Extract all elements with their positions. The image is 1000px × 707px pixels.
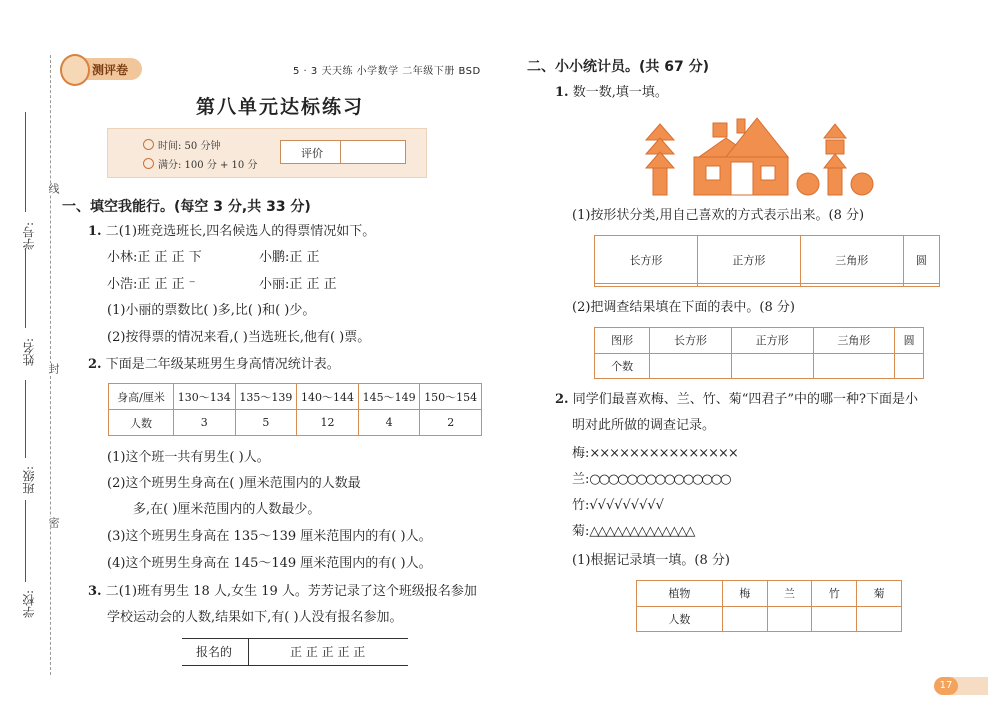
signup-tally: 正 正 正 正 正 [290, 645, 366, 659]
student-id-label: 学号: [22, 222, 36, 251]
record-chrysanthemum [572, 524, 693, 540]
q3-stem-b: 学校运动会的人数,结果如下,有( )人没有报名参加。 [107, 610, 403, 625]
signup-divider [248, 639, 249, 665]
s2q2-sub1: (1)根据记录填一填。(8 分) [572, 553, 730, 568]
answer-cell[interactable] [857, 606, 902, 632]
q3-number: 3. [88, 584, 102, 599]
series-header: 5 · 3 天天练 小学数学 二年级下册 BSD [293, 66, 481, 77]
shape-classify-table [594, 235, 940, 287]
page-number: 17 [934, 677, 958, 695]
square-shape [706, 166, 720, 180]
q2-stem [88, 357, 340, 373]
binding-word-seal: 封 [47, 363, 60, 374]
table-header-cell: 身高/厘米 [109, 384, 174, 410]
table-row[interactable] [595, 284, 940, 287]
vote-name: 小浩: [107, 277, 138, 292]
record-orchid [572, 472, 730, 488]
circle-shape [797, 173, 819, 195]
table-header-cell: 梅 [722, 581, 767, 607]
table-header-cell: 三角形 [813, 328, 895, 354]
vote-xiaoli [259, 277, 337, 293]
record-marks: √√√√√√√√√ [589, 498, 664, 513]
square-shape [826, 140, 844, 154]
exam-score [143, 156, 257, 171]
answer-cell[interactable] [650, 353, 732, 379]
record-marks: ××××××××××××××× [589, 446, 738, 461]
q1-stem [88, 224, 375, 240]
vote-tally: 正 正 正 ⁻ [137, 277, 196, 292]
table-header-cell: 130～134 [174, 384, 236, 410]
binding-word-secret: 密 [47, 517, 60, 528]
student-id-blank[interactable] [25, 112, 26, 212]
table-header-cell: 圆 [903, 236, 939, 284]
check-icon [143, 158, 154, 169]
table-header-cell: 140～144 [297, 384, 359, 410]
class-label: 班级: [22, 466, 36, 495]
table-header-cell: 菊 [857, 581, 902, 607]
answer-cell[interactable] [895, 353, 924, 379]
table-header-cell: 竹 [812, 581, 857, 607]
answer-cell[interactable] [722, 606, 767, 632]
q2-sub1: (1)这个班一共有男生( )人。 [107, 450, 270, 465]
record-marks: ○○○○○○○○○○○○○○○ [589, 472, 730, 487]
record-plum [572, 446, 738, 462]
table-header-cell: 长方形 [595, 236, 698, 284]
table-header-cell: 兰 [767, 581, 812, 607]
table-row [109, 384, 482, 410]
badge-label: 测评卷 [92, 63, 129, 77]
q1-stem-text: 二(1)班竞选班长,四名候选人的得票情况如下。 [105, 224, 376, 239]
record-label: 菊: [572, 524, 590, 539]
clock-icon [143, 139, 154, 150]
q2-stem-text: 下面是二年级某班男生身高情况统计表。 [105, 357, 340, 372]
school-blank[interactable] [25, 500, 26, 582]
answer-cell[interactable] [812, 606, 857, 632]
vote-xiaohao [107, 277, 196, 293]
exam-score-text: 满分: 100 分 + 10 分 [158, 160, 258, 171]
s2q1-sub2: (2)把调查结果填在下面的表中。(8 分) [572, 300, 795, 315]
square-shape [713, 123, 727, 137]
plant-count-table [636, 580, 902, 632]
square-shape [761, 166, 775, 180]
s2q1-stem-text: 数一数,填一填。 [572, 85, 668, 100]
q2-sub3: (3)这个班男生身高在 135～139 厘米范围内的有( )人。 [107, 529, 432, 544]
table-row-label: 人数 [109, 410, 174, 436]
evaluation-box[interactable] [280, 140, 406, 164]
table-cell: 2 [420, 410, 482, 436]
table-header-cell: 图形 [595, 328, 650, 354]
table-header-cell: 正方形 [731, 328, 813, 354]
rectangle-shape [737, 119, 745, 133]
q1-sub1: (1)小丽的票数比( )多,比( )和( )少。 [107, 303, 316, 318]
exam-time-text: 时间: 50 分钟 [158, 141, 221, 152]
name-label: 姓名: [22, 338, 36, 367]
answer-cell[interactable] [595, 284, 698, 287]
table-row [109, 410, 482, 436]
table-header-cell: 植物 [637, 581, 723, 607]
table-header-cell: 150～154 [420, 384, 482, 410]
table-cell: 5 [235, 410, 297, 436]
page-title: 第八单元达标练习 [196, 96, 365, 118]
child-face-icon [60, 54, 90, 86]
table-header-cell: 135～139 [235, 384, 297, 410]
q3-stem-text: 二(1)班有男生 18 人,女生 19 人。芳芳记录了这个班级报名参加 [105, 584, 477, 599]
q2-sub2a: (2)这个班男生身高在( )厘米范围内的人数最 [107, 476, 361, 491]
table-cell: 3 [174, 410, 236, 436]
answer-cell[interactable] [767, 606, 812, 632]
triangle-shape [824, 154, 846, 168]
s2q2-stem-a [555, 392, 918, 408]
s2q2-number: 2. [555, 392, 569, 407]
answer-cell[interactable] [800, 284, 903, 287]
class-blank[interactable] [25, 380, 26, 458]
answer-cell[interactable] [813, 353, 895, 379]
table-row [637, 581, 902, 607]
signup-label: 报名的 [196, 645, 233, 659]
table-row [595, 236, 940, 284]
vote-name: 小鹏: [259, 250, 290, 265]
table-header-cell: 正方形 [697, 236, 800, 284]
name-blank[interactable] [25, 248, 26, 328]
s2q1-stem [555, 85, 668, 101]
circle-shape [851, 173, 873, 195]
table-header-cell: 三角形 [800, 236, 903, 284]
vote-tally: 正 正 正 [289, 277, 337, 292]
rectangle-shape [653, 168, 667, 195]
shapes-picture [640, 112, 900, 198]
exam-time [143, 137, 220, 152]
vote-xiaopeng [259, 250, 320, 266]
table-header-cell: 145～149 [358, 384, 420, 410]
door-rectangle [731, 162, 753, 195]
height-table [108, 383, 482, 436]
table-row[interactable] [595, 353, 924, 379]
table-header-cell: 圆 [895, 328, 924, 354]
school-label: 学校: [22, 590, 36, 619]
rectangle-shape [828, 168, 842, 195]
table-cell: 12 [297, 410, 359, 436]
vote-xiaolin [107, 250, 202, 266]
triangle-shape [824, 124, 846, 138]
vote-tally: 正 正 正 下 [137, 250, 202, 265]
section1-title: 一、填空我能行。(每空 3 分,共 33 分) [62, 199, 311, 215]
answer-cell[interactable] [697, 284, 800, 287]
vote-name: 小林: [107, 250, 138, 265]
vote-name: 小丽: [259, 277, 290, 292]
shape-count-table [594, 327, 924, 379]
binding-word-line: 线 [47, 183, 60, 194]
table-row [595, 328, 924, 354]
section2-title: 二、小小统计员。(共 67 分) [527, 59, 710, 75]
answer-cell[interactable] [903, 284, 939, 287]
answer-cell[interactable] [731, 353, 813, 379]
record-label: 兰: [572, 472, 590, 487]
record-bamboo [572, 498, 664, 514]
q1-sub2: (2)按得票的情况来看,( )当选班长,他有( )票。 [107, 330, 371, 345]
evaluation-divider [340, 141, 341, 163]
q2-sub4: (4)这个班男生身高在 145～149 厘米范围内的有( )人。 [107, 556, 432, 571]
s2q1-sub1: (1)按形状分类,用自己喜欢的方式表示出来。(8 分) [572, 208, 865, 223]
table-row-label: 个数 [595, 353, 650, 379]
triangle-shape [726, 118, 788, 157]
table-header-cell: 长方形 [650, 328, 732, 354]
q2-sub2b: 多,在( )厘米范围内的人数最少。 [133, 502, 321, 517]
evaluation-label: 评价 [301, 147, 323, 160]
vote-tally: 正 正 [289, 250, 320, 265]
signup-tally-table [182, 638, 408, 666]
s2q1-number: 1. [555, 85, 569, 100]
table-row-label: 人数 [637, 606, 723, 632]
record-marks: △△△△△△△△△△△△△ [589, 524, 694, 539]
table-row[interactable] [637, 606, 902, 632]
s2q2-stem-text: 同学们最喜欢梅、兰、竹、菊“四君子”中的哪一种?下面是小 [572, 392, 918, 407]
record-label: 梅: [572, 446, 590, 461]
q2-number: 2. [88, 357, 102, 372]
record-label: 竹: [572, 498, 590, 513]
q3-stem-a [88, 584, 477, 600]
q1-number: 1. [88, 224, 102, 239]
s2q2-stem-b: 明对此所做的调查记录。 [572, 418, 716, 433]
table-cell: 4 [358, 410, 420, 436]
